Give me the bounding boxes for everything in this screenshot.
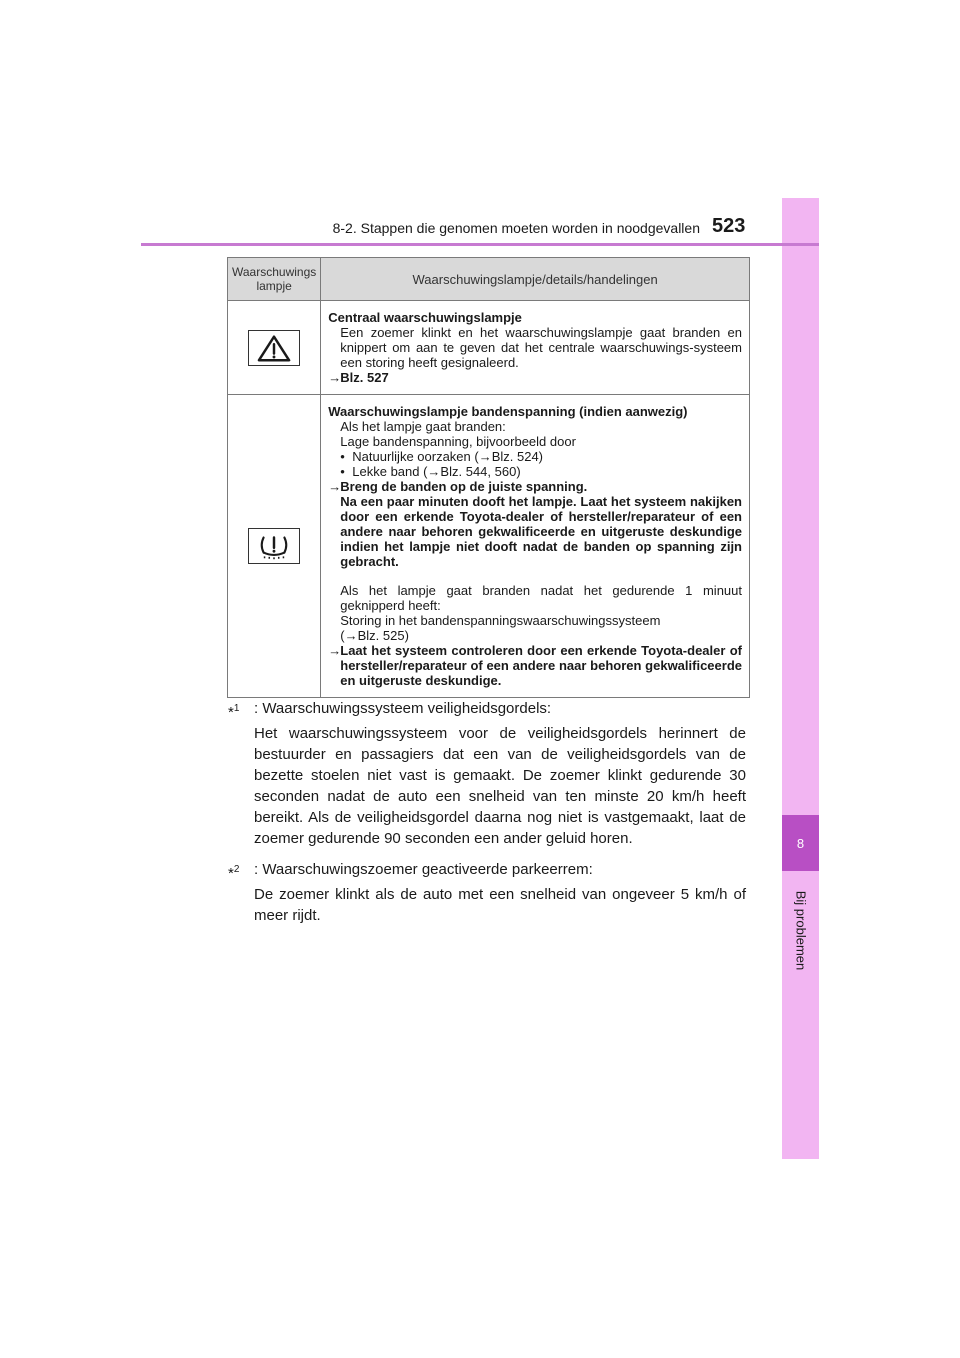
page-number: 523 [712,215,746,237]
details-cell [321,395,750,698]
chapter-label-text: Bij problemen [793,890,808,970]
column-header-icon: Waarschuwings lampje [228,258,321,301]
footnote-number: 2 [233,864,240,875]
action-text: Na een paar minuten dooft het lampje. Laat het systeem nakijken door een erkende Toyota-dealer of hersteller/reparateur of een andere naar behoren gekwalificeerde en uitgeruste deskundige indien het lampje niet dooft nadat de banden op spanning zijn gebracht. [340,494,742,569]
asterisk: * [228,865,234,882]
icon-cell [228,301,321,395]
details-cell [321,301,750,395]
action-heading-text: Breng de banden op de juiste spanning. [340,479,588,494]
action-heading [328,479,742,494]
side-chapter-tab [782,198,819,1159]
page-reference-text: (→Blz. 525) [340,628,409,643]
page-reference [328,370,742,385]
list-item-text: Natuurlijke oorzaken (→Blz. 524) [352,449,544,464]
list-item [328,464,742,479]
footnote-number: 1 [233,703,240,714]
icon-cell [228,395,321,698]
page-reference-text: Blz. 527 [340,370,389,385]
warning-triangle-icon [248,330,300,366]
cause-text: Lage bandenspanning, bijvoorbeeld door [340,434,576,449]
row-title: Waarschuwingslampje bandenspanning (indien aanwezig) [328,404,688,419]
section-title: 8-2. Stappen die genomen moeten worden in noodgevallen [332,220,700,236]
footnote-body: De zoemer klinkt als de auto met een snelheid van ongeveer 5 km/h of meer rijdt. [254,886,746,924]
chapter-number: 8 [796,835,805,851]
bullet: • [340,449,345,464]
footnote-mark [228,859,254,884]
asterisk: * [228,704,234,721]
action-heading-text: Laat het systeem controleren door een erkende Toyota-dealer of hersteller/reparateur of een andere naar behoren gekwalificeerde en uitgeruste deskundige. [340,643,742,688]
chapter-number-box [782,815,819,871]
list-item [328,449,742,464]
header-divider [141,243,819,246]
footnote-body: Het waarschuwingssysteem voor de veiligheidsgordels herinnert de bestuurder en passagiers dat een van de veiligheidsgordels van de bezette stoelen niet vast is gemaakt. De zoemer klinkt gedurende 30 seconden nadat de auto een snelheid van ten minste 20 km/h heeft bereikt. Als de veiligheidsgordel daarna nog niet is vastgemaakt, laat de zoemer gedurende 90 seconden een ander geluid horen. [254,725,746,847]
arrow-icon: → [328,643,342,658]
footnote [228,698,746,849]
list-item-text: Lekke band (→Blz. 544, 560) [352,464,521,479]
cause-text: Storing in het bandenspanningswaarschuwingssysteem [340,613,661,628]
footnotes [228,698,746,936]
footnote-heading [228,859,746,884]
row-title: Centraal waarschuwingslampje [328,310,522,325]
tire-pressure-warning-icon [248,528,300,564]
table-row [228,301,750,395]
condition-text: Als het lampje gaat branden: [340,419,506,434]
footnote-title: : Waarschuwingssysteem veiligheidsgordels: [254,700,552,717]
warning-lights-table [227,257,750,698]
row-description: Een zoemer klinkt en het waarschuwingslampje gaat branden en knippert om aan te geven dat het centrale waarschuwings-systeem een storing heeft gesignaleerd. [340,325,742,370]
arrow-icon: → [328,479,342,494]
footnote-title: : Waarschuwingszoemer geactiveerde parkeerrem: [254,861,593,878]
bullet: • [340,464,345,479]
table-header-row [228,258,750,301]
chapter-label [782,880,819,980]
footnote-heading [228,698,746,723]
footnote-mark [228,698,254,723]
action-heading [328,643,742,688]
table-row [228,395,750,698]
spacer [328,569,742,583]
condition-text: Als het lampje gaat branden nadat het gedurende 1 minuut geknipperd heeft: [340,583,742,613]
column-header-details: Waarschuwingslampje/details/handelingen [321,258,750,301]
footnote [228,859,746,926]
arrow-icon: → [328,370,342,385]
